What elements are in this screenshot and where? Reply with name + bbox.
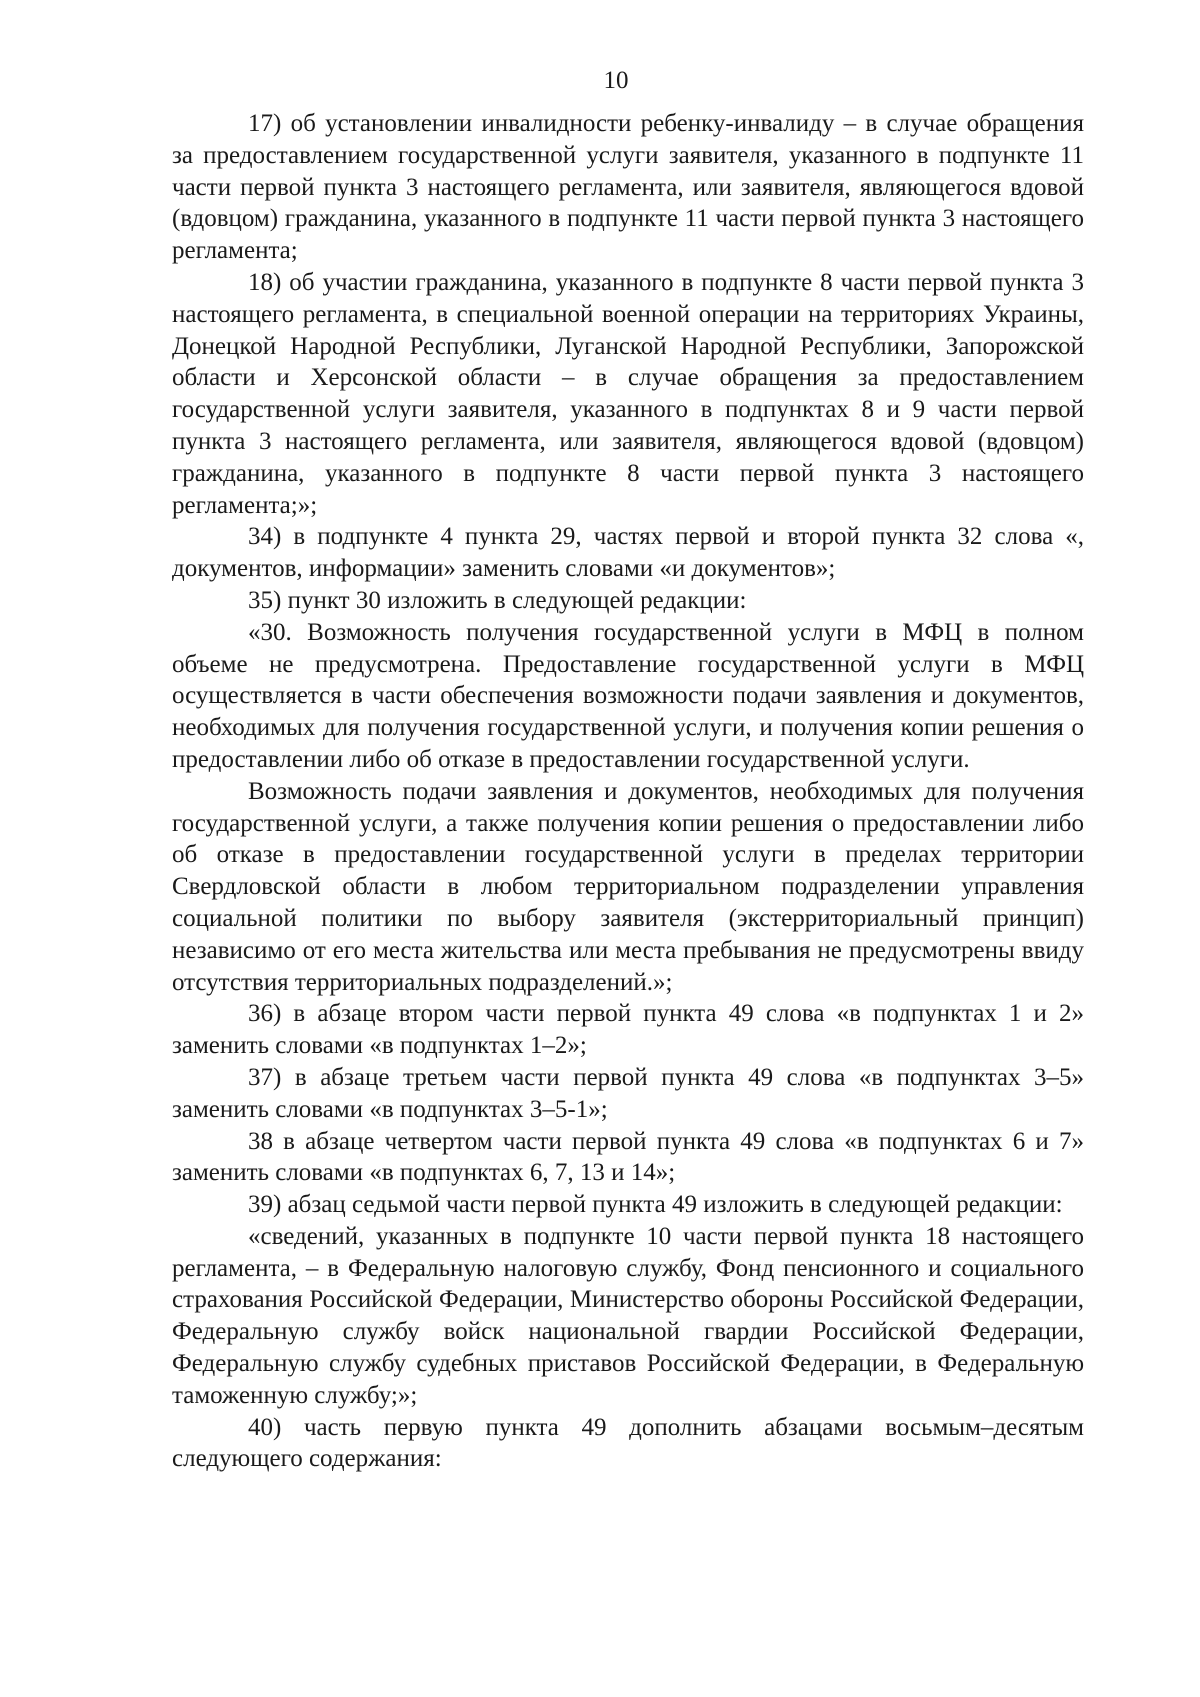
page-number: 10: [603, 67, 629, 94]
paragraph-item-17: 17) об установлении инвалидности ребенку-инвалиду – в случае обращения за предоставлением государственной услуги заявителя, указанного в подпункте 11 части первой пункта 3 настоящего регламента, или заявителя, являющегося вдовой (вдовцом) гражданина, указанного в подпункте 11 части первой пункта 3 настоящего регламента;: [172, 110, 1084, 265]
paragraph-item-35: 35) пункт 30 изложить в следующей редакции:: [248, 586, 747, 614]
paragraph-clause-30: «30. Возможность получения государственной услуги в МФЦ в полном объеме не предусмотрена. Предоставление государственной услуги в МФЦ осуществляется в части обеспечения возможности подачи заявления и документов, необходимых для получения государственной услуги, и получения копии решения о предоставлении либо об отказе в предоставлении государственной услуги.: [172, 618, 1084, 773]
paragraph-item-37: 37) в абзаце третьем части первой пункта 49 слова «в подпунктах 3–5» заменить словами «в подпунктах 3–5-1»;: [172, 1063, 1084, 1123]
paragraph-item-18: 18) об участии гражданина, указанного в подпункте 8 части первой пункта 3 настоящего регламента, в специальной военной операции на территориях Украины, Донецкой Народной Республики, Луганской Народной Республики, Запорожской области и Херсонской области – в случае обращения за предоставлением государственной услуги заявителя, указанного в подпунктах 8 и 9 части первой пункта 3 настоящего регламента, или заявителя, являющегося вдовой (вдовцом) гражданина, указанного в подпункте 8 части первой пункта 3 настоящего регламента;»;: [172, 268, 1084, 519]
paragraph-item-39: 39) абзац седьмой части первой пункта 49 изложить в следующей редакции:: [248, 1191, 1063, 1219]
paragraph-clause-30-part-2: Возможность подачи заявления и документов, необходимых для получения государственной услуги, а также получения копии решения о предоставлении либо об отказе в предоставлении государственной услуги в пределах территории Свердловской области в любом территориальном подразделении управления социальной политики по выбору заявителя (экстерриториальный принцип) независимо от его места жительства или места пребывания не предусмотрены ввиду отсутствия территориальных подразделений.»;: [172, 777, 1084, 996]
paragraph-item-36: 36) в абзаце втором части первой пункта 49 слова «в подпунктах 1 и 2» заменить словами «в подпунктах 1–2»;: [172, 1000, 1084, 1060]
paragraph-item-34: 34) в подпункте 4 пункта 29, частях первой и второй пункта 32 слова «, документов, информации» заменить словами «и документов»;: [172, 523, 1084, 583]
document-body: [172, 108, 1084, 1475]
paragraph-item-40: 40) часть первую пункта 49 дополнить абзацами восьмым–десятым следующего содержания:: [172, 1413, 1084, 1473]
paragraph-item-39-text: «сведений, указанных в подпункте 10 части первой пункта 18 настоящего регламента, – в Федеральную налоговую службу, Фонд пенсионного и социального страхования Российской Федерации, Министерство обороны Российской Федерации, Федеральную службу войск национальной гвардии Российской Федерации, Федеральную службу судебных приставов Российской Федерации, в Федеральную таможенную службу;»;: [172, 1222, 1084, 1409]
paragraph-item-38: 38 в абзаце четвертом части первой пункта 49 слова «в подпунктах 6 и 7» заменить словами «в подпунктах 6, 7, 13 и 14»;: [172, 1127, 1084, 1187]
